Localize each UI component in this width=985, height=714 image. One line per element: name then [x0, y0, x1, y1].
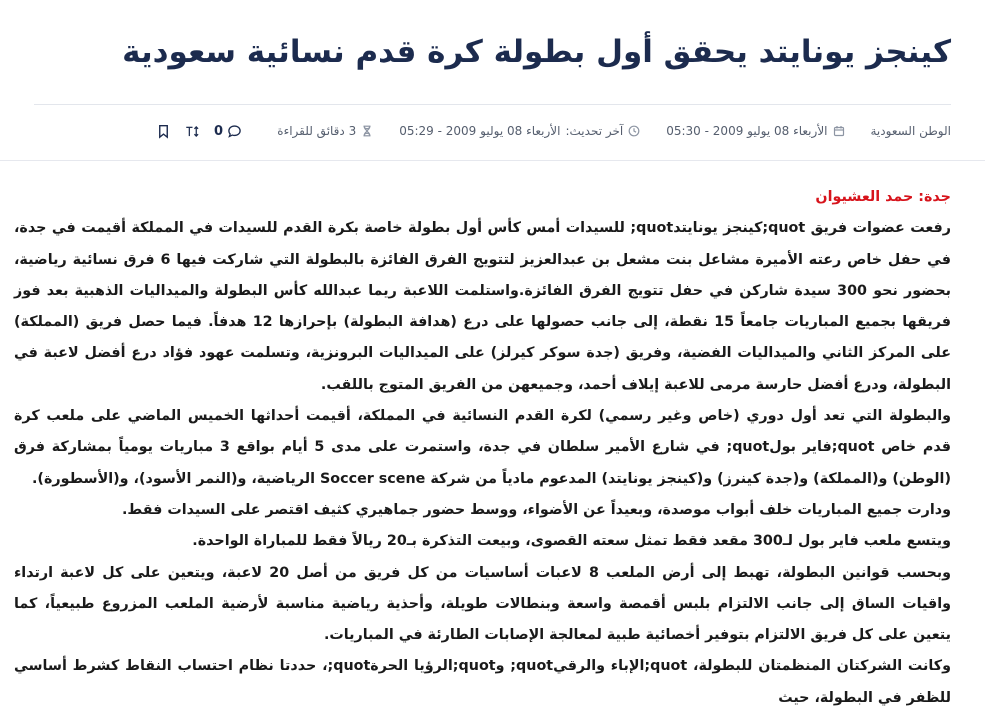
title-divider [34, 104, 951, 105]
updated-date: الأربعاء 08 يوليو 2009 - 05:29 [399, 124, 561, 138]
source-label[interactable]: الوطن السعودية [870, 124, 951, 138]
published-date: الأربعاء 08 يوليو 2009 - 05:30 [666, 124, 828, 138]
paragraph: ويتسع ملعب فاير بول لـ300 مقعد فقط تمثل سعته القصوى، وبيعت التذكرة بـ20 ريالاً فقط للمباراة الواحدة. [192, 533, 951, 550]
article-title: كينجز يونايتد يحقق أول بطولة كرة قدم نسائية سعودية [122, 34, 951, 70]
meta-source [871, 124, 952, 138]
article-tools [156, 118, 242, 144]
comment-icon [227, 124, 242, 139]
font-size-button[interactable] [185, 124, 200, 139]
reading-time: 3 دقائق للقراءة [277, 124, 357, 138]
comments-button[interactable] [214, 124, 242, 139]
article-meta [150, 118, 951, 144]
meta-reading-time [277, 124, 373, 138]
comments-count: 0 [214, 123, 224, 139]
paragraph: ودارت جميع المباريات خلف أبواب موصدة، وبعيداً عن الأضواء، ووسط حضور جماهيري كثيف اقتصر على السيدات فقط. [121, 501, 951, 518]
clock-icon [628, 125, 640, 137]
paragraph: وبحسب قوانين البطولة، تهبط إلى أرض الملعب 8 لاعبات أساسيات من كل فريق من أصل 20 لاعبة، ويتعين على كل لاعبة ارتداء واقيات الساق إلى جانب الالتزام بلبس أقمصة واسعة وبنطالات طويلة، وأحذية رياضية مناسبة لأرضية الملعب المزروع طبيعياً، كما يتعين على كل فريق الالتزام بتوفير أخصائية طبية لمعالجة الإصابات الطارئة في المباريات. [14, 564, 951, 644]
paragraph: رفعت عضوات فريق quot;كينجز يونايتدquot; للسيدات أمس كأس أول بطولة خاصة بكرة القدم للسيدات في المملكة أقيمت في جدة، في حفل خاص رعته الأميرة مشاعل بنت مشعل بن عبدالعزيز لتتويج الفرق الفائزة بالبطولة التي شاركت فيها 6 فرق نسائية رياضية، بحضور نحو 300 سيدة شاركن في حفل تتويج الفرق الفائزة.واستلمت اللاعبة ريما عبدالله كأس البطولة والميداليات الذهبية بعد فوز فريقها بجميع المباريات جامعاً 15 نقطة، إلى جانب حصولها على درع (هدافة البطولة) بإحرازها 12 هدفاً. فيما حصل فريق (المملكة) على المركز الثاني والميداليات الفضية، وفريق (جدة سوكر كيرلز) على الميداليات البرونزية، وتسلمت عهود فؤاد درع أفضل لاعبة في البطولة، ودرع أفضل حارسة مرمى للاعبة إيلاف أحمد، وجميعهن من الفريق المتوج باللقب. [14, 220, 952, 393]
article-body [14, 182, 951, 714]
calendar-icon [833, 125, 845, 137]
meta-divider [0, 160, 985, 161]
meta-updated [399, 124, 640, 138]
byline: جدة: حمد العشيوان [815, 189, 951, 205]
updated-label: آخر تحديث: [565, 124, 624, 138]
hourglass-icon [361, 125, 373, 137]
meta-published [666, 124, 844, 138]
text-size-icon [185, 124, 200, 139]
bookmark-button[interactable] [156, 124, 171, 139]
paragraph: وكانت الشركتان المنظمتان للبطولة، quot;الإباء والرقيquot; وquot;الرؤيا الحرةquot;، حددتا نظام احتساب النقاط كشرط أساسي للظفر في البطولة، حيث [14, 658, 951, 706]
paragraph: والبطولة التي تعد أول دوري (خاص وغير رسمي) لكرة القدم النسائية في المملكة، أقيمت أحداثها الخميس الماضي على ملعب كرة قدم خاص quot;فاير بولquot; في شارع الأمير سلطان في جدة، واستمرت على مدى 5 أيام بواقع 3 مباريات يومياً بمشاركة فرق (الوطن) و(المملكة) و(جدة كينرز) و(كينجز يونايتد) المدعوم مادياً من شركة Soccer scene الرياضية، و(النمر الأسود)، و(الأسطورة). [14, 408, 951, 487]
bookmark-icon [156, 124, 171, 139]
